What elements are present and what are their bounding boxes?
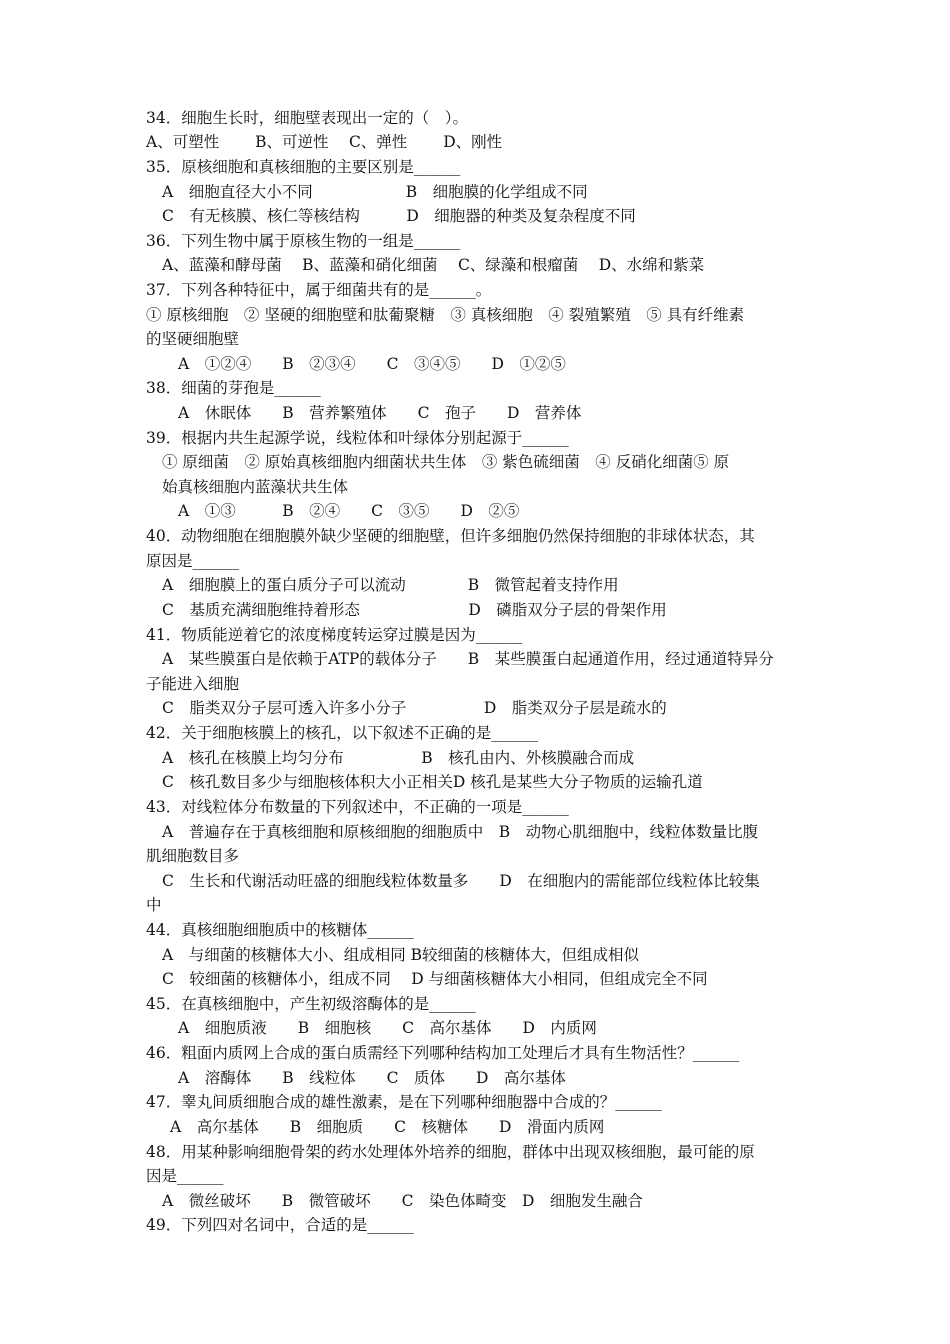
option-line: A 核孔在核膜上均匀分布 B 核孔由内、外核膜融合而成 <box>162 749 635 767</box>
question-line: 38．细菌的芽孢是______ <box>146 379 321 397</box>
question-line: 40．动物细胞在细胞膜外缺少坚硬的细胞壁，但许多细胞仍然保持细胞的非球体状态，其 <box>146 527 755 545</box>
option-line: C 较细菌的核糖体小，组成不同 D 与细菌核糖体大小相同，但组成完全不同 <box>162 970 708 988</box>
question-line: 35．原核细胞和真核细胞的主要区别是______ <box>146 158 461 176</box>
option-line: A 与细菌的核糖体大小、组成相同 B较细菌的核糖体大，但组成相似 <box>162 946 640 964</box>
option-line: C 基质充满细胞维持着形态 D 磷脂双分子层的骨架作用 <box>162 601 667 619</box>
question-line: 39．根据内共生起源学说，线粒体和叶绿体分别起源于______ <box>146 429 569 447</box>
option-line: A 普遍存在于真核细胞和原核细胞的细胞质中 B 动物心肌细胞中，线粒体数量比腹 <box>162 823 759 841</box>
option-line: A ①③ B ②④ C ③⑤ D ②⑤ <box>178 502 520 520</box>
option-line: C 核孔数目多少与细胞核体积大小正相关D 核孔是某些大分子物质的运输孔道 <box>162 773 703 791</box>
question-line: 37．下列各种特征中，属于细菌共有的是______。 <box>146 281 492 299</box>
question-line: 43．对线粒体分布数量的下列叙述中，不正确的一项是______ <box>146 798 569 816</box>
statement-line: ① 原细菌 ② 原始真核细胞内细菌状共生体 ③ 紫色硫细菌 ④ 反硝化细菌⑤ 原 <box>162 453 730 471</box>
question-line: 46．粗面内质网上合成的蛋白质需经下列哪种结构加工处理后才具有生物活性？______ <box>146 1044 740 1062</box>
question-line: 49．下列四对名词中，合适的是______ <box>146 1216 414 1234</box>
option-line: C 有无核膜、核仁等核结构 D 细胞器的种类及复杂程度不同 <box>162 207 636 225</box>
question-line: 41．物质能逆着它的浓度梯度转运穿过膜是因为______ <box>146 626 523 644</box>
option-line: A ①②④ B ②③④ C ③④⑤ D ①②⑤ <box>178 355 566 373</box>
statement-line: 始真核细胞内蓝藻状共生体 <box>162 478 349 496</box>
question-line: 34．细胞生长时，细胞壁表现出一定的（ ）。 <box>146 109 468 127</box>
option-line: A、蓝藻和酵母菌 B、蓝藻和硝化细菌 C、绿藻和根瘤菌 D、水绵和紫菜 <box>162 256 705 274</box>
option-line: A 细胞膜上的蛋白质分子可以流动 B 微管起着支持作用 <box>162 576 619 594</box>
statement-line: 的坚硬细胞壁 <box>146 330 240 348</box>
option-line: 子能进入细胞 <box>146 675 240 693</box>
question-line: 44．真核细胞细胞质中的核糖体______ <box>146 921 414 939</box>
option-line: A 休眠体 B 营养繁殖体 C 孢子 D 营养体 <box>178 404 582 422</box>
option-line: A 高尔基体 B 细胞质 C 核糖体 D 滑面内质网 <box>170 1118 605 1136</box>
question-line: 36．下列生物中属于原核生物的一组是______ <box>146 232 461 250</box>
option-line: A 某些膜蛋白是依赖于ATP的载体分子 B 某些膜蛋白起通道作用，经过通道特异分 <box>162 650 774 668</box>
option-line: A 细胞直径大小不同 B 细胞膜的化学组成不同 <box>162 183 588 201</box>
question-line: 原因是______ <box>146 552 240 570</box>
question-line: 48．用某种影响细胞骨架的药水处理体外培养的细胞，群体中出现双核细胞，最可能的原 <box>146 1143 755 1161</box>
option-line: A 细胞质液 B 细胞核 C 高尔基体 D 内质网 <box>178 1019 597 1037</box>
option-line: 肌细胞数目多 <box>146 847 240 865</box>
question-line: 因是______ <box>146 1167 224 1185</box>
option-line: A 溶酶体 B 线粒体 C 质体 D 高尔基体 <box>178 1069 566 1087</box>
question-line: 42．关于细胞核膜上的核孔，以下叙述不正确的是______ <box>146 724 538 742</box>
option-line: 中 <box>146 896 162 914</box>
statement-line: ① 原核细胞 ② 坚硬的细胞壁和肽葡聚糖 ③ 真核细胞 ④ 裂殖繁殖 ⑤ 具有纤维素 <box>146 306 745 324</box>
option-line: A、可塑性 B、可逆性 C、弹性 D、刚性 <box>146 133 503 151</box>
option-line: C 生长和代谢活动旺盛的细胞线粒体数量多 D 在细胞内的需能部位线粒体比较集 <box>162 872 760 890</box>
option-line: A 微丝破坏 B 微管破坏 C 染色体畸变 D 细胞发生融合 <box>162 1192 643 1210</box>
question-line: 47．睾丸间质细胞合成的雄性激素，是在下列哪种细胞器中合成的？______ <box>146 1093 662 1111</box>
option-line: C 脂类双分子层可透入许多小分子 D 脂类双分子层是疏水的 <box>162 699 667 717</box>
question-line: 45．在真核细胞中，产生初级溶酶体的是______ <box>146 995 476 1013</box>
